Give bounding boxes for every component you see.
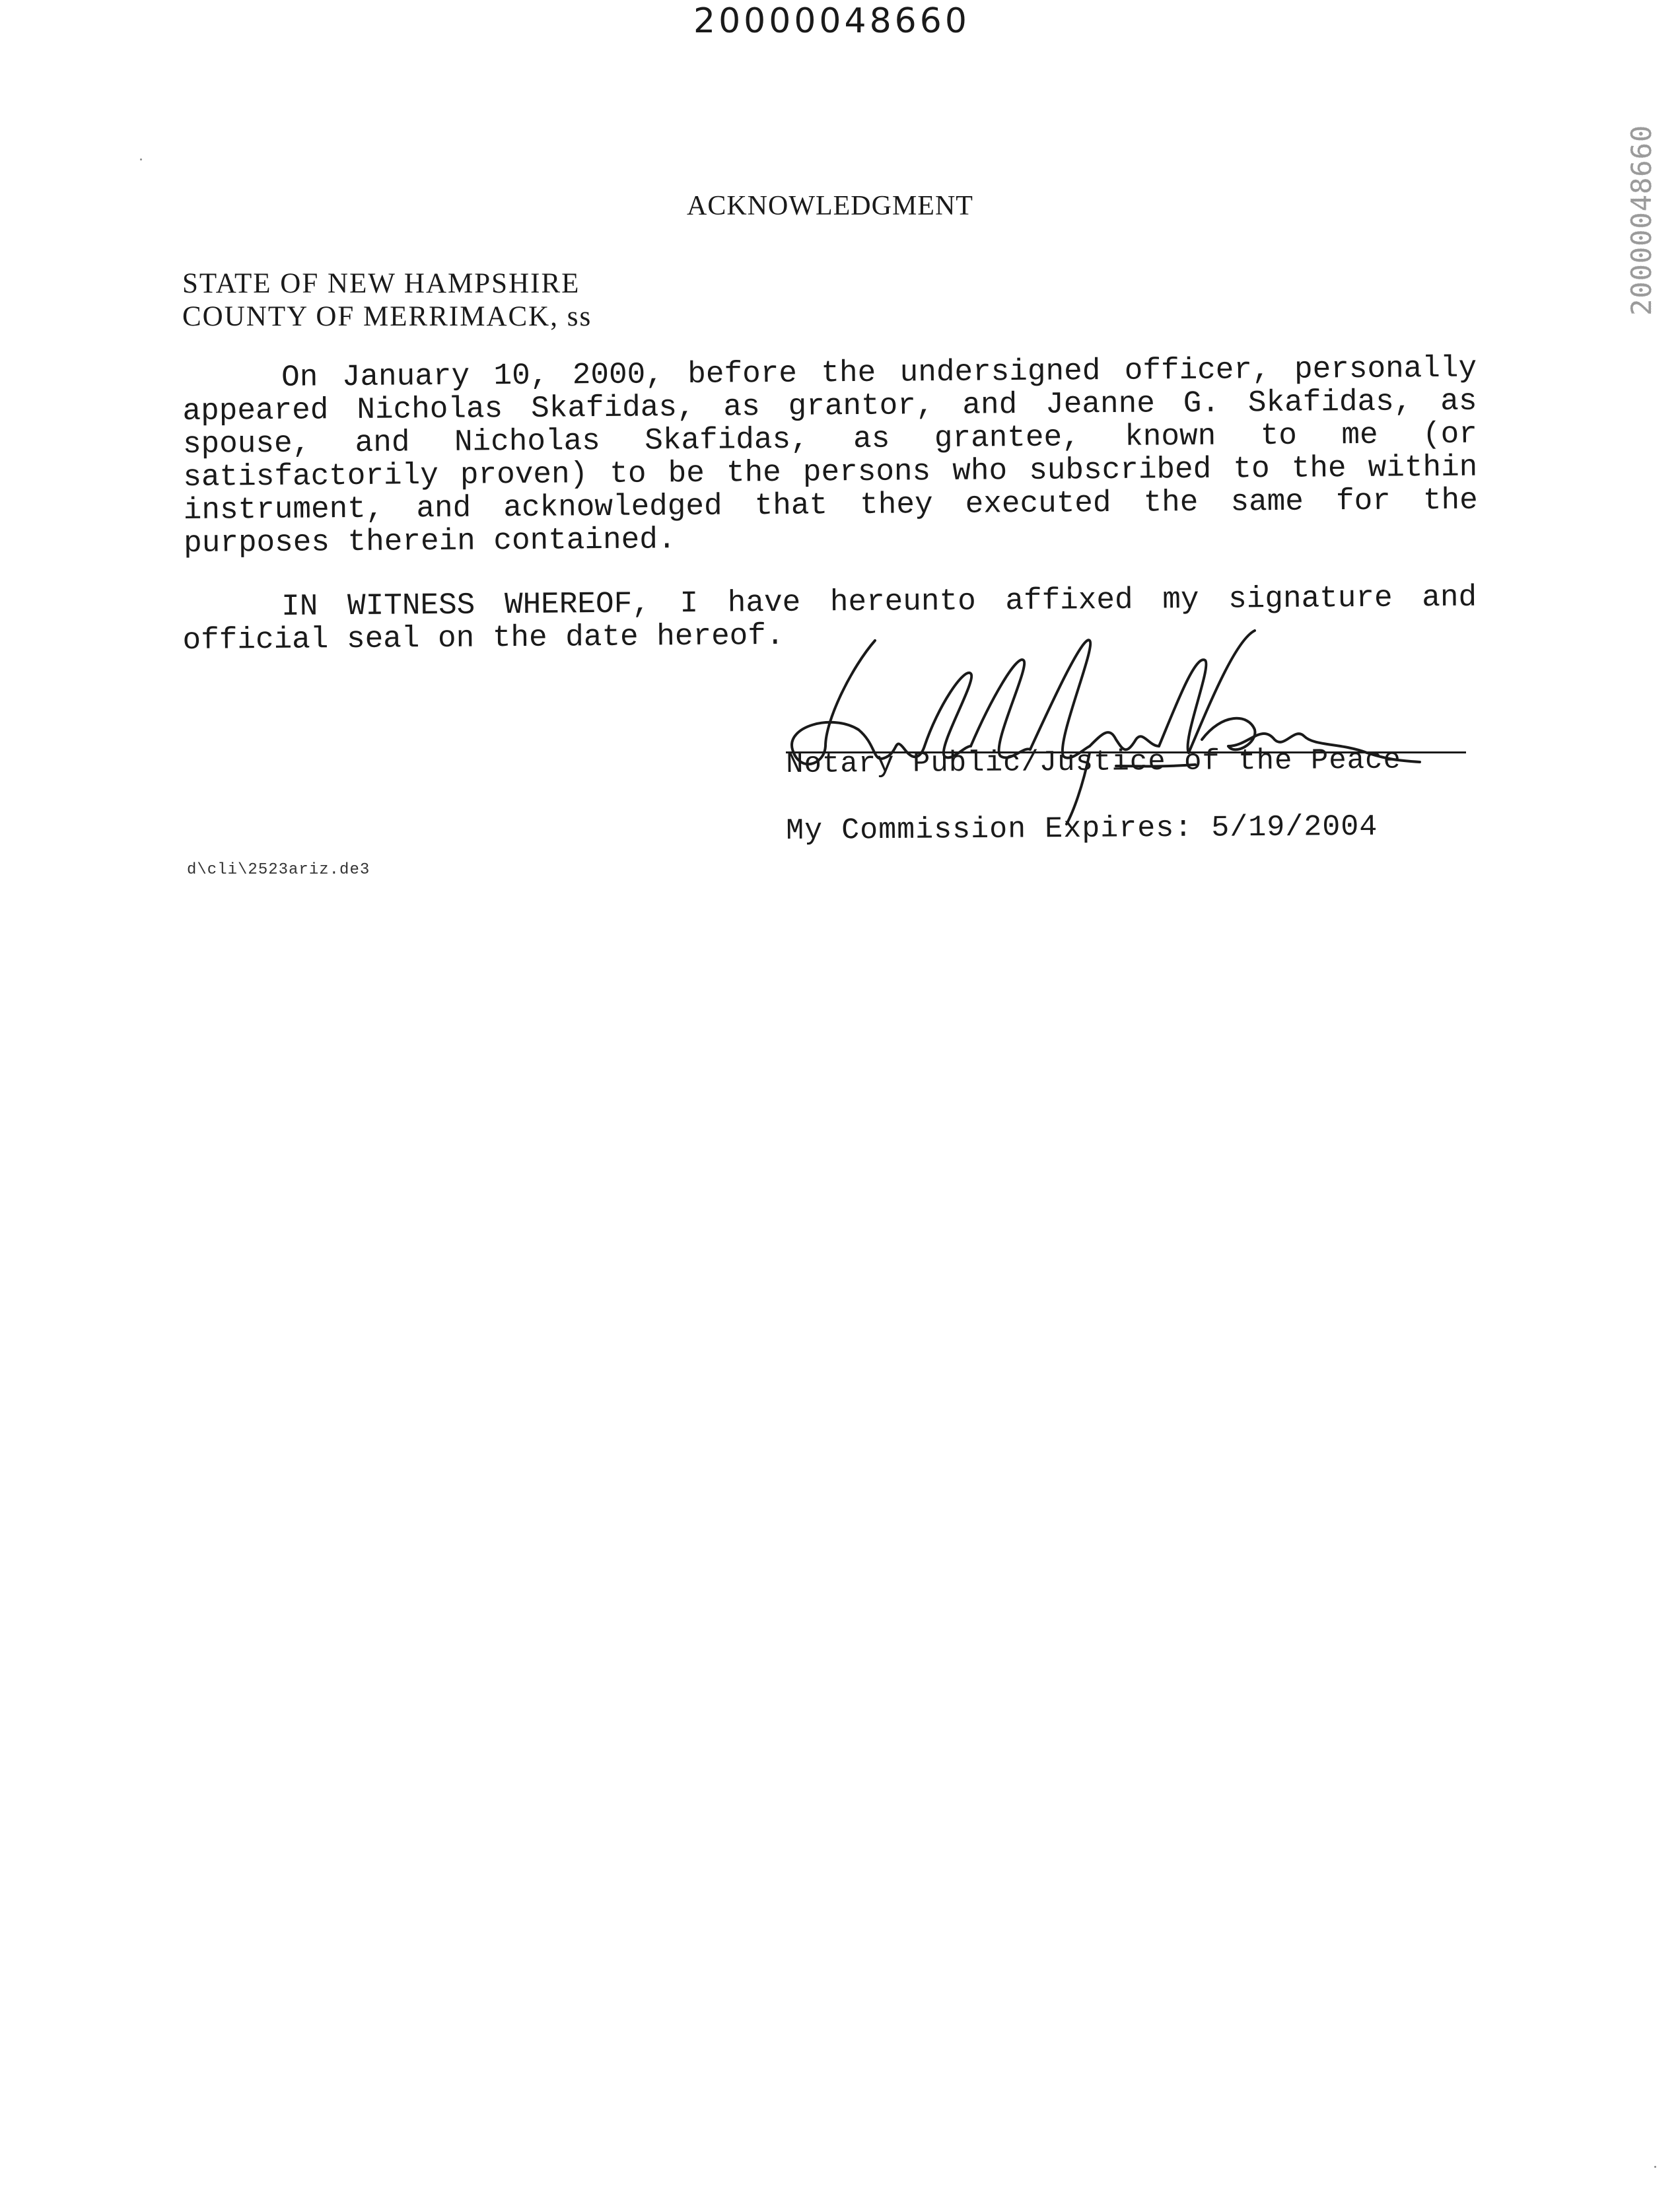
margin-stamp: [1605, 92, 1677, 317]
venue-block: [182, 267, 592, 333]
document-title: ACKNOWLEDGMENT: [687, 191, 973, 221]
scan-speck: [1654, 2166, 1656, 2168]
county-line: COUNTY OF MERRIMACK, ss: [182, 301, 592, 332]
handwritten-signature: [773, 614, 1506, 825]
acknowledgment-text: On January 10, 2000, before the undersigned officer, personally appeared Nicholas Skafidas, as grantor, and Jeanne G. Skafidas, as spouse, and Nicholas Skafidas, as grantee, known to me (or satisfactorily proven) to be the persons who subscribed to the within instrument, and acknowledged that they executed the same for the purposes therein contained.: [182, 351, 1478, 561]
file-reference: d\cli\2523ariz.de3: [187, 861, 370, 879]
witness-text: IN WITNESS WHEREOF, I have hereunto affixed my signature and official seal on the date hereof.: [182, 580, 1477, 658]
state-line: STATE OF NEW HAMPSHIRE: [182, 268, 580, 299]
margin-stamp-text: 20000048660: [1625, 124, 1658, 316]
commission-expiry: My Commission Expires: 5/19/2004: [786, 810, 1378, 848]
scan-speck: [140, 158, 142, 160]
signature-title: Notary Public/Justice of the Peace: [786, 744, 1402, 781]
document-number: 20000048660: [693, 1, 970, 41]
acknowledgment-paragraph: [182, 352, 1478, 560]
